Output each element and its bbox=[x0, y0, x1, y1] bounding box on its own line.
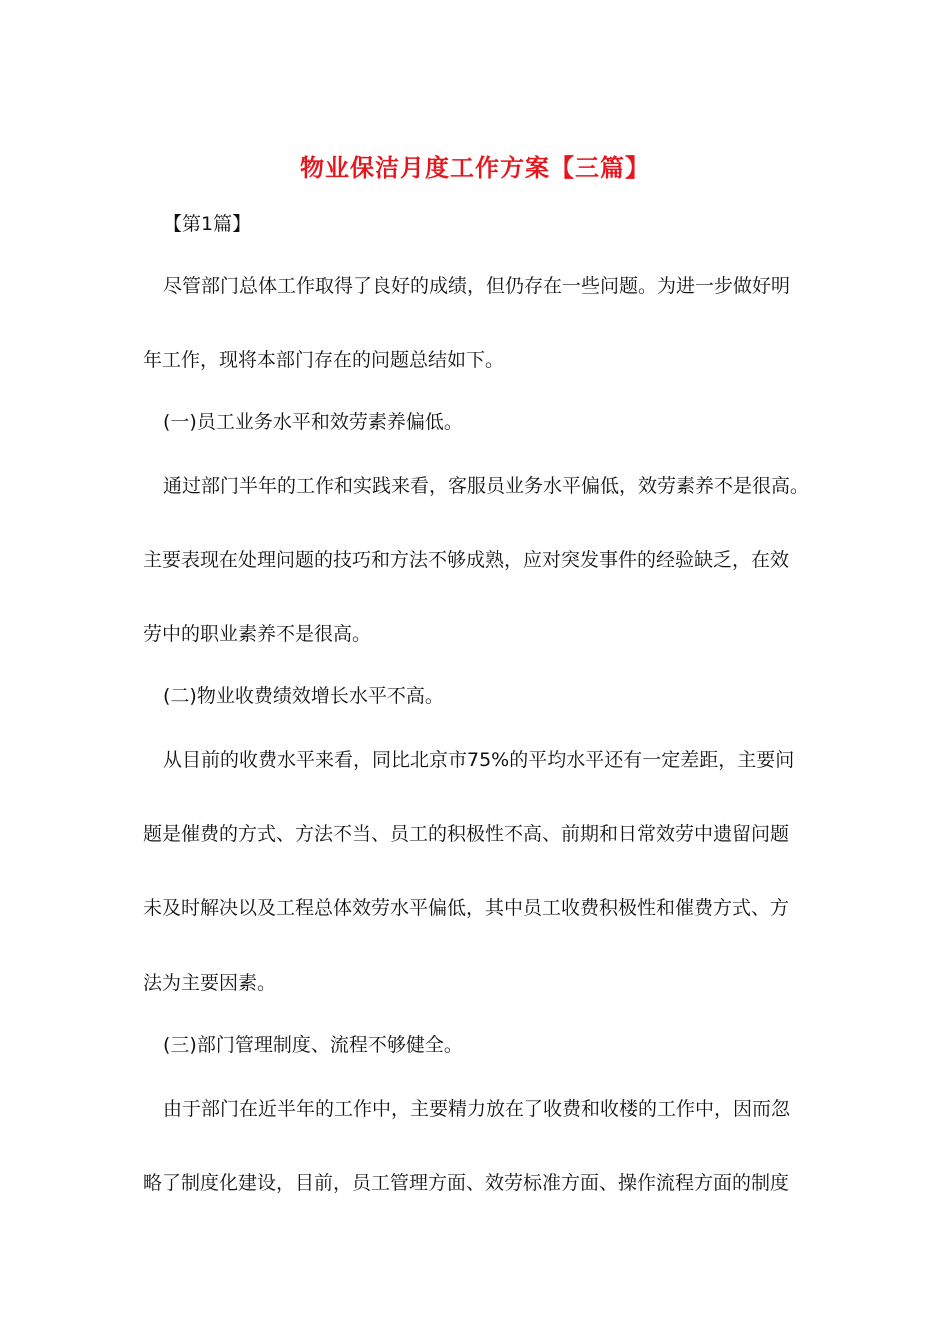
paragraph-line: 法为主要因素。 bbox=[143, 972, 277, 994]
paragraph-line: 劳中的职业素养不是很高。 bbox=[143, 623, 372, 645]
subheading: (三)部门管理制度、流程不够健全。 bbox=[163, 1034, 463, 1056]
paragraph-line: 题是催费的方式、方法不当、员工的积极性不高、前期和日常效劳中遗留问题 bbox=[143, 823, 790, 845]
paragraph-line: 从目前的收费水平来看，同比北京市75%的平均水平还有一定差距，主要问 bbox=[163, 749, 795, 771]
subheading: (二)物业收费绩效增长水平不高。 bbox=[163, 685, 444, 707]
document-title: 物业保洁月度工作方案【三篇】 bbox=[300, 154, 650, 182]
paragraph-line: 年工作，现将本部门存在的问题总结如下。 bbox=[143, 349, 505, 371]
paragraph-line: 由于部门在近半年的工作中，主要精力放在了收费和收楼的工作中，因而忽 bbox=[163, 1098, 791, 1120]
paragraph-line: 主要表现在处理问题的技巧和方法不够成熟，应对突发事件的经验缺乏，在效 bbox=[143, 549, 790, 571]
section-heading: 【第1篇】 bbox=[163, 213, 252, 235]
paragraph-line: 略了制度化建设，目前，员工管理方面、效劳标准方面、操作流程方面的制度 bbox=[143, 1172, 790, 1194]
subheading: (一)员工业务水平和效劳素养偏低。 bbox=[163, 411, 463, 433]
paragraph-line: 未及时解决以及工程总体效劳水平偏低，其中员工收费积极性和催费方式、方 bbox=[143, 897, 790, 919]
paragraph-line: 通过部门半年的工作和实践来看，客服员业务水平偏低，效劳素养不是很高。 bbox=[163, 475, 810, 497]
paragraph-line: 尽管部门总体工作取得了良好的成绩，但仍存在一些问题。为进一步做好明 bbox=[163, 275, 791, 297]
